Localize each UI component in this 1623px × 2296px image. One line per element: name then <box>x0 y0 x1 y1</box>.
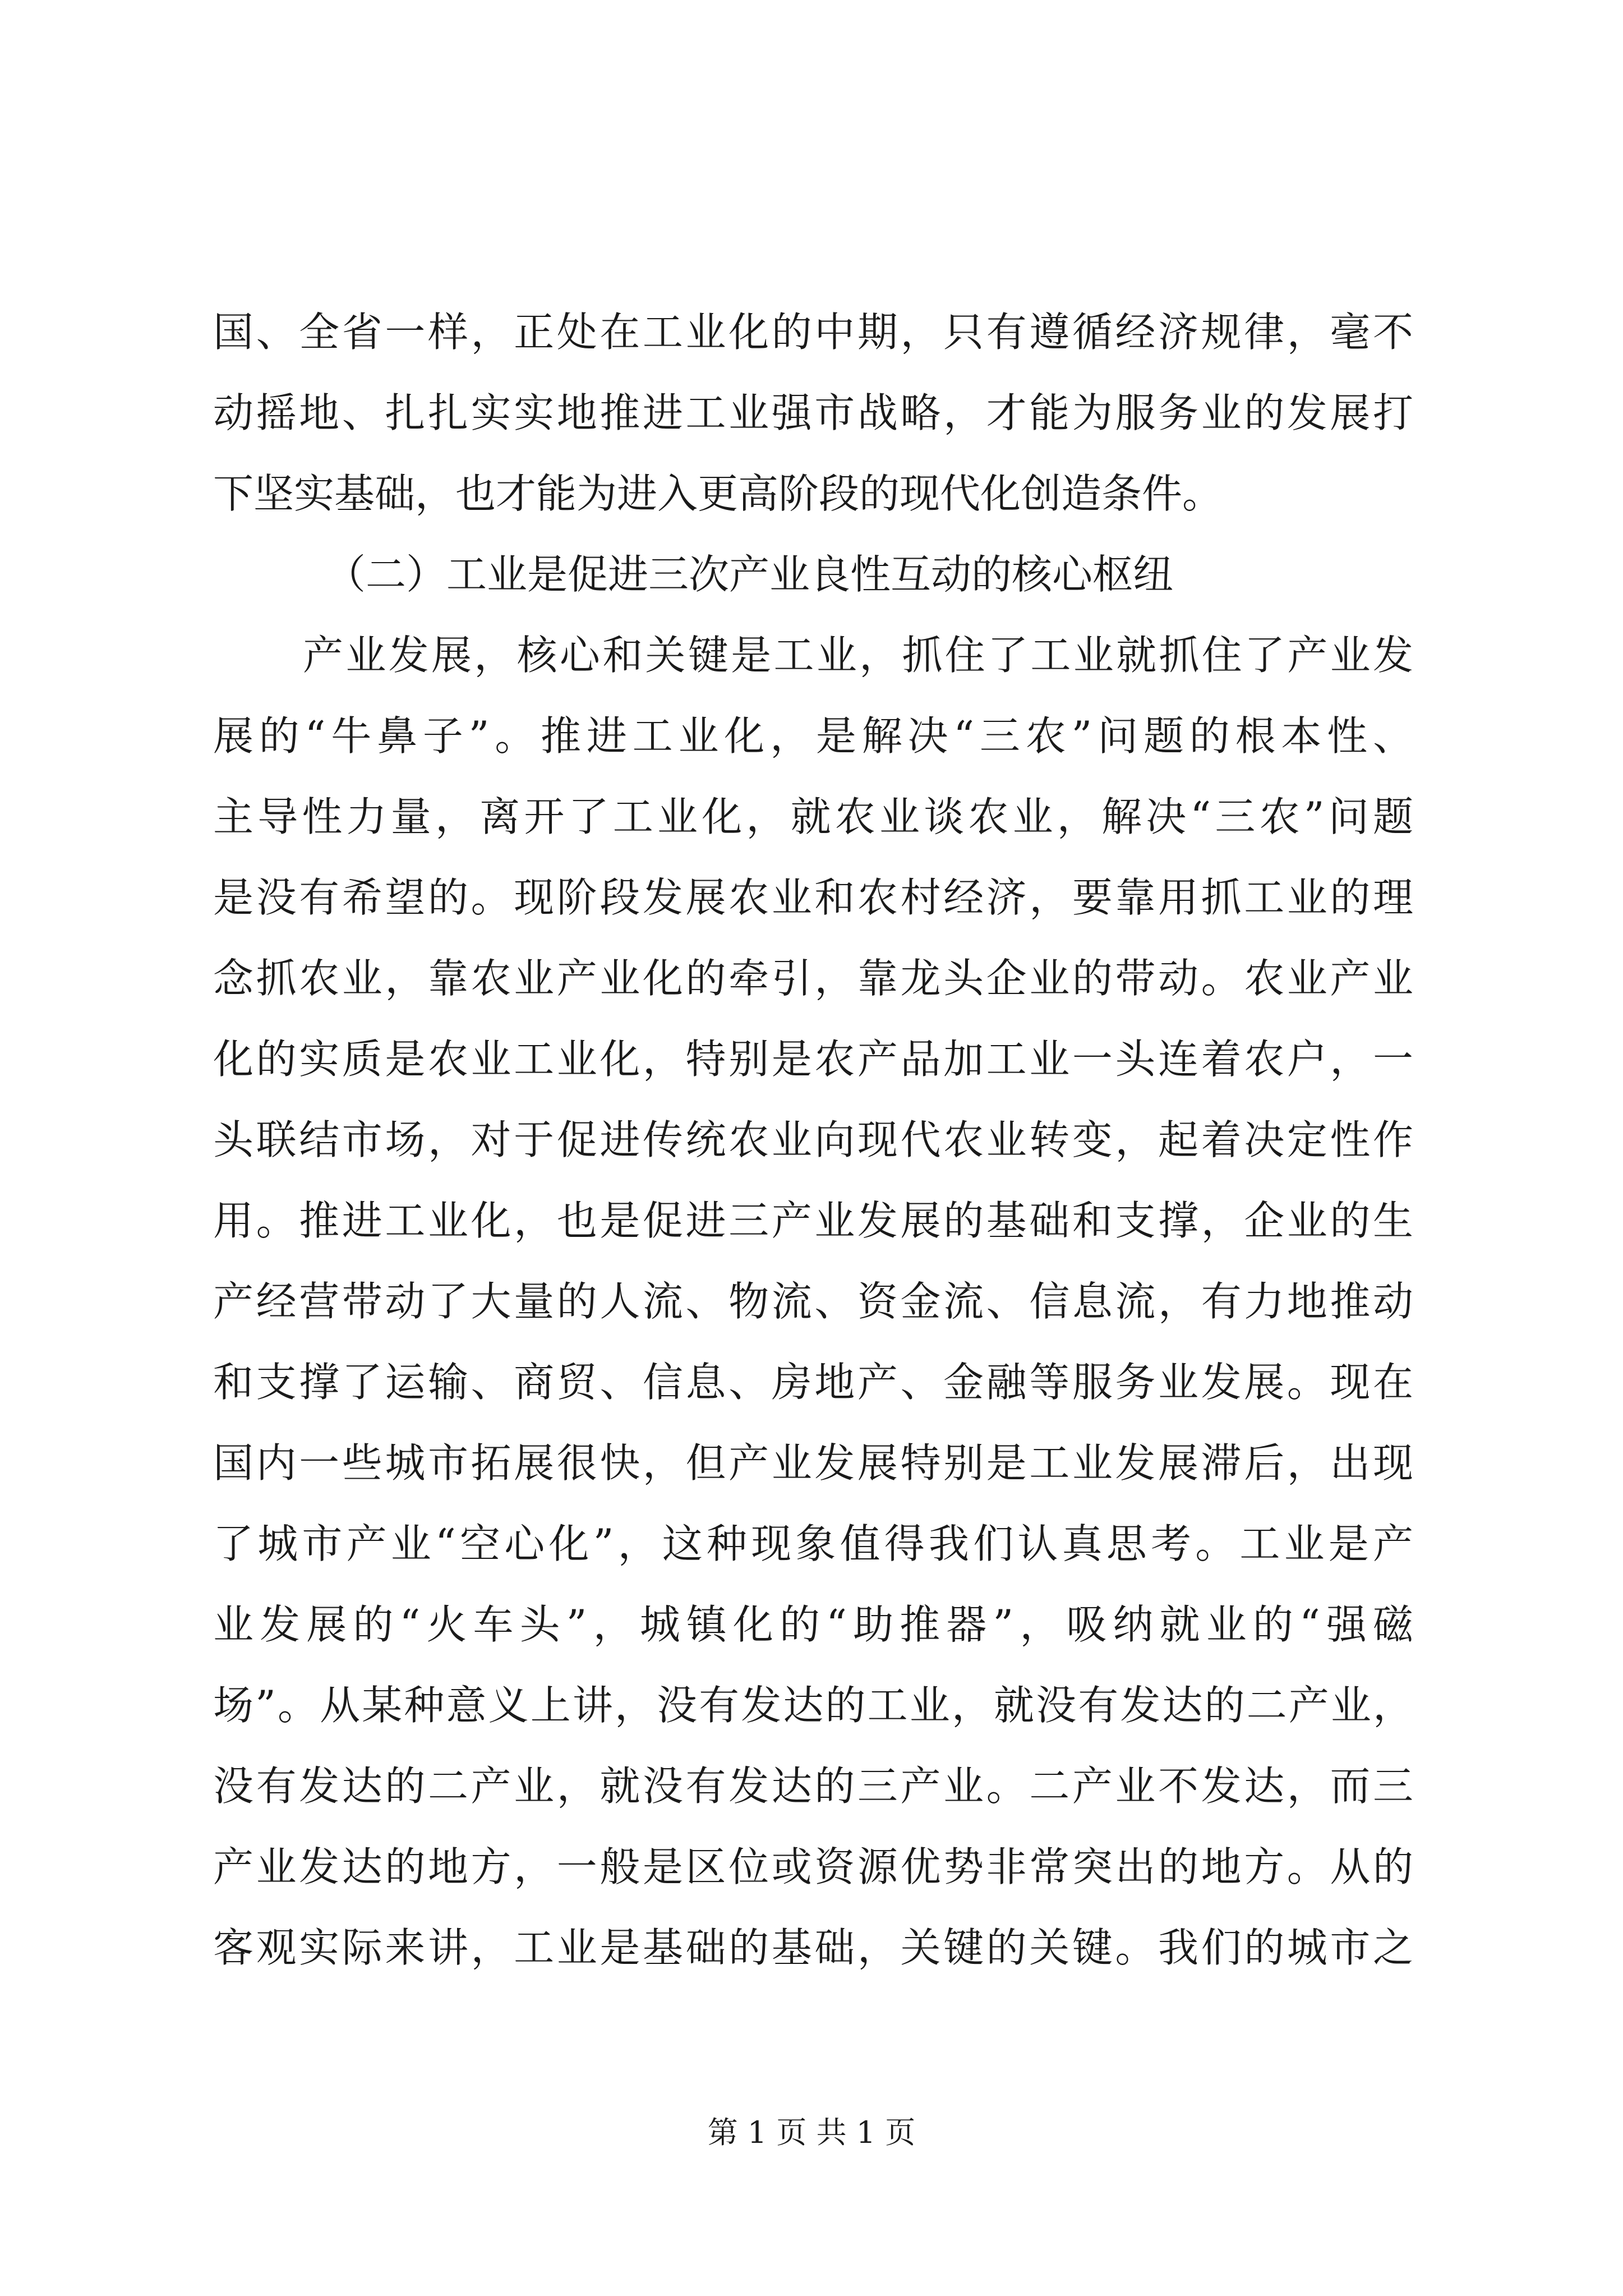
text-line: 展的“牛鼻子”。推进工业化，是解决“三农”问题的根本性、 <box>213 712 1413 760</box>
text-line: 主导性力量，离开了工业化，就农业谈农业，解决“三农”问题 <box>213 793 1413 840</box>
text-line: 业发展的“火车头”，城镇化的“助推器”，吸纳就业的“强磁 <box>213 1601 1413 1648</box>
section-heading: （二）工业是促进三次产业良性互动的核心枢纽 <box>325 551 1174 598</box>
text-line: 是没有希望的。现阶段发展农业和农村经济，要靠用抓工业的理 <box>213 874 1413 921</box>
text-line: 没有发达的二产业，就没有发达的三产业。二产业不发达，而三 <box>213 1763 1413 1810</box>
text-line: 头联结市场，对于促进传统农业向现代农业转变，起着决定性作 <box>213 1116 1413 1163</box>
text-line: 动摇地、扎扎实实地推进工业强市战略，才能为服务业的发展打 <box>213 389 1413 436</box>
text-line: 了城市产业“空心化”，这种现象值得我们认真思考。工业是产 <box>213 1520 1413 1567</box>
text-line: 念抓农业，靠农业产业化的牵引，靠龙头企业的带动。农业产业 <box>213 955 1413 1002</box>
text-line: 产经营带动了大量的人流、物流、资金流、信息流，有力地推动 <box>213 1278 1413 1325</box>
text-line: 和支撑了运输、商贸、信息、房地产、金融等服务业发展。现在 <box>213 1359 1413 1406</box>
paragraph-first-line: 产业发展，核心和关键是工业，抓住了工业就抓住了产业发 <box>303 632 1413 679</box>
page-footer: 第 1 页 共 1 页 <box>707 2115 916 2150</box>
text-line: 产业发达的地方，一般是区位或资源优势非常突出的地方。从的 <box>213 1843 1413 1890</box>
text-line: 场”。从某种意义上讲，没有发达的工业，就没有发达的二产业， <box>213 1682 1413 1729</box>
text-line: 客观实际来讲，工业是基础的基础，关键的关键。我们的城市之 <box>213 1924 1413 1971</box>
text-line: 国内一些城市拓展很快，但产业发展特别是工业发展滞后，出现 <box>213 1439 1413 1487</box>
text-line: 化的实质是农业工业化，特别是农产品加工业一头连着农户，一 <box>213 1036 1413 1083</box>
text-line: 国、全省一样，正处在工业化的中期，只有遵循经济规律，毫不 <box>213 309 1413 356</box>
text-line: 下坚实基础，也才能为进入更高阶段的现代化创造条件。 <box>213 470 1223 517</box>
document-body <box>213 292 1413 1988</box>
text-line: 用。推进工业化，也是促进三产业发展的基础和支撑，企业的生 <box>213 1197 1413 1244</box>
